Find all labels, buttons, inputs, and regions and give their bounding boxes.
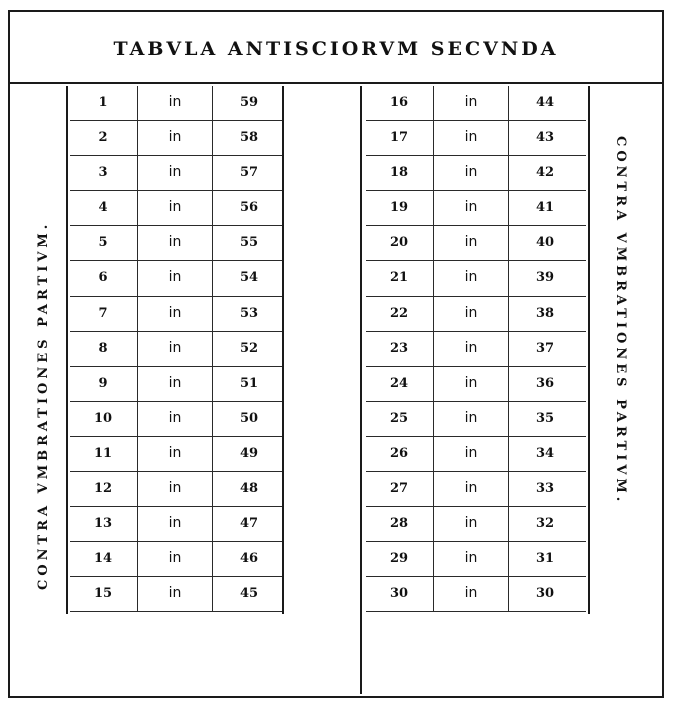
table-row — [70, 542, 282, 577]
table-row — [70, 367, 282, 402]
table-row — [70, 402, 282, 437]
in-cell: in — [464, 409, 478, 426]
in-cell: in — [168, 129, 182, 146]
antiscion-cell: 46 — [239, 551, 259, 567]
column-separator — [433, 156, 434, 191]
antiscion-cell: 38 — [535, 305, 555, 321]
table-row — [366, 86, 586, 121]
column-separator — [433, 577, 434, 612]
degree-cell: 2 — [98, 130, 108, 146]
column-separator — [212, 261, 213, 296]
column-separator — [433, 226, 434, 261]
table-row — [70, 156, 282, 191]
column-separator — [433, 332, 434, 367]
column-separator — [433, 542, 434, 577]
column-separator — [433, 191, 434, 226]
degree-cell: 6 — [98, 270, 108, 286]
in-cell: in — [464, 234, 478, 251]
antiscion-cell: 49 — [239, 445, 259, 461]
degree-cell: 9 — [98, 375, 108, 391]
degree-cell: 16 — [389, 95, 409, 110]
table-row — [366, 577, 586, 612]
column-separator — [433, 472, 434, 507]
antiscion-cell: 31 — [535, 551, 555, 567]
title-band — [8, 10, 664, 84]
antiscion-cell: 39 — [535, 270, 555, 286]
left-table-left-rule — [66, 86, 68, 614]
table-row — [70, 86, 282, 121]
column-separator — [212, 472, 213, 507]
column-separator — [508, 472, 509, 507]
column-separator — [137, 191, 138, 226]
column-separator — [212, 156, 213, 191]
column-separator — [433, 86, 434, 121]
column-separator — [212, 86, 213, 121]
column-separator — [508, 191, 509, 226]
column-separator — [137, 402, 138, 437]
column-separator — [508, 86, 509, 121]
in-cell: in — [168, 374, 182, 391]
in-cell: in — [168, 444, 182, 461]
antiscion-cell: 40 — [535, 235, 555, 251]
degree-cell: 3 — [98, 165, 108, 181]
antiscion-cell: 33 — [535, 481, 555, 497]
table-row — [70, 297, 282, 332]
antiscion-cell: 30 — [535, 586, 555, 602]
in-cell: in — [464, 585, 478, 602]
column-separator — [508, 437, 509, 472]
in-cell: in — [168, 339, 182, 356]
in-cell: in — [464, 129, 478, 146]
table-row — [366, 261, 586, 296]
left-side-label: CONTRA VMBRATIONES PARTIVM. — [36, 220, 51, 590]
column-separator — [137, 156, 138, 191]
column-separator — [137, 121, 138, 156]
table-row — [70, 226, 282, 261]
in-cell: in — [464, 199, 478, 216]
column-separator — [508, 226, 509, 261]
in-cell: in — [168, 164, 182, 181]
in-cell: in — [168, 515, 182, 532]
table-row — [366, 507, 586, 542]
column-separator — [137, 297, 138, 332]
antiscion-cell: 37 — [535, 340, 555, 356]
table-row — [70, 261, 282, 296]
antiscion-cell: 53 — [239, 305, 259, 321]
table-row — [366, 226, 586, 261]
degree-cell: 19 — [389, 200, 409, 216]
right-table-right-rule — [588, 86, 590, 614]
column-separator — [508, 261, 509, 296]
table-row — [70, 332, 282, 367]
column-separator — [137, 86, 138, 121]
table-row — [366, 402, 586, 437]
row-rule — [366, 611, 586, 612]
left-antiscia-table — [70, 86, 282, 612]
antiscion-cell: 54 — [239, 270, 259, 286]
in-cell: in — [168, 94, 182, 110]
table-row — [366, 297, 586, 332]
column-separator — [433, 121, 434, 156]
in-cell: in — [168, 304, 182, 321]
table-row — [366, 191, 586, 226]
table-row — [70, 121, 282, 156]
column-separator — [433, 297, 434, 332]
column-separator — [508, 542, 509, 577]
column-separator — [212, 507, 213, 542]
degree-cell: 28 — [389, 516, 409, 532]
degree-cell: 7 — [98, 305, 108, 321]
degree-cell: 24 — [389, 375, 409, 391]
column-separator — [433, 367, 434, 402]
right-side-label: CONTRA VMBRATIONES PARTIVM. — [613, 136, 628, 506]
antiscion-cell: 56 — [239, 200, 259, 216]
degree-cell: 20 — [389, 235, 409, 251]
antiscion-cell: 44 — [535, 95, 555, 110]
column-separator — [212, 297, 213, 332]
column-separator — [212, 402, 213, 437]
column-separator — [137, 542, 138, 577]
degree-cell: 4 — [98, 200, 108, 216]
antiscion-cell: 42 — [535, 165, 555, 181]
table-row — [366, 437, 586, 472]
in-cell: in — [168, 550, 182, 567]
antiscion-cell: 47 — [239, 516, 259, 532]
degree-cell: 14 — [93, 551, 113, 567]
in-cell: in — [168, 585, 182, 602]
table-row — [366, 121, 586, 156]
antiscion-cell: 35 — [535, 410, 555, 426]
degree-cell: 25 — [389, 410, 409, 426]
table-row — [366, 472, 586, 507]
column-separator — [137, 226, 138, 261]
column-separator — [508, 332, 509, 367]
degree-cell: 18 — [389, 165, 409, 181]
table-row — [366, 367, 586, 402]
column-separator — [212, 226, 213, 261]
in-cell: in — [168, 269, 182, 286]
column-separator — [433, 437, 434, 472]
degree-cell: 13 — [93, 516, 113, 532]
in-cell: in — [464, 444, 478, 461]
column-separator — [212, 542, 213, 577]
in-cell: in — [464, 164, 478, 181]
degree-cell: 1 — [98, 95, 108, 110]
column-separator — [433, 402, 434, 437]
in-cell: in — [464, 339, 478, 356]
antiscion-cell: 55 — [239, 235, 259, 251]
table-row — [366, 156, 586, 191]
in-cell: in — [464, 94, 478, 110]
right-antiscia-table — [366, 86, 586, 612]
in-cell: in — [464, 550, 478, 567]
table-row — [70, 437, 282, 472]
antiscion-cell: 57 — [239, 165, 259, 181]
degree-cell: 15 — [93, 586, 113, 602]
in-cell: in — [464, 304, 478, 321]
degree-cell: 11 — [93, 445, 113, 461]
column-separator — [137, 507, 138, 542]
in-cell: in — [168, 409, 182, 426]
antiscion-cell: 45 — [239, 586, 259, 602]
table-row — [366, 332, 586, 367]
degree-cell: 5 — [98, 235, 108, 251]
in-cell: in — [464, 269, 478, 286]
in-cell: in — [464, 480, 478, 497]
table-row — [70, 472, 282, 507]
antiscion-cell: 59 — [239, 95, 259, 110]
table-row — [70, 191, 282, 226]
column-separator — [433, 261, 434, 296]
column-separator — [137, 367, 138, 402]
antiscion-cell: 58 — [239, 130, 259, 146]
antiscion-cell: 52 — [239, 340, 259, 356]
column-separator — [508, 121, 509, 156]
column-separator — [137, 472, 138, 507]
column-separator — [212, 437, 213, 472]
column-separator — [137, 577, 138, 612]
in-cell: in — [168, 234, 182, 251]
degree-cell: 10 — [93, 410, 113, 426]
column-separator — [508, 156, 509, 191]
antiscion-cell: 36 — [535, 375, 555, 391]
antiscion-cell: 34 — [535, 445, 555, 461]
in-cell: in — [168, 199, 182, 216]
column-separator — [212, 191, 213, 226]
degree-cell: 26 — [389, 445, 409, 461]
table-title: TABVLA ANTISCIORVM SECVNDA — [113, 38, 559, 60]
column-separator — [508, 402, 509, 437]
table-row — [70, 577, 282, 612]
degree-cell: 29 — [389, 551, 409, 567]
antiscion-cell: 32 — [535, 516, 555, 532]
degree-cell: 12 — [93, 481, 113, 497]
degree-cell: 30 — [389, 586, 409, 602]
column-separator — [137, 261, 138, 296]
column-separator — [508, 577, 509, 612]
column-separator — [433, 507, 434, 542]
degree-cell: 23 — [389, 340, 409, 356]
in-cell: in — [168, 480, 182, 497]
column-separator — [137, 332, 138, 367]
antiscion-cell: 51 — [239, 375, 259, 391]
column-separator — [508, 367, 509, 402]
degree-cell: 22 — [389, 305, 409, 321]
in-cell: in — [464, 515, 478, 532]
column-separator — [508, 297, 509, 332]
antiscion-cell: 48 — [239, 481, 259, 497]
column-separator — [508, 507, 509, 542]
antiscion-cell: 43 — [535, 130, 555, 146]
table-row — [70, 507, 282, 542]
in-cell: in — [464, 374, 478, 391]
degree-cell: 17 — [389, 130, 409, 146]
degree-cell: 27 — [389, 481, 409, 497]
column-separator — [212, 332, 213, 367]
antiscion-cell: 41 — [535, 200, 555, 216]
column-separator — [212, 577, 213, 612]
column-separator — [212, 367, 213, 402]
table-row — [366, 542, 586, 577]
row-rule — [70, 611, 282, 612]
antiscion-cell: 50 — [239, 410, 259, 426]
degree-cell: 21 — [389, 270, 409, 286]
column-separator — [212, 121, 213, 156]
right-table-left-rule — [360, 86, 362, 694]
degree-cell: 8 — [98, 340, 108, 356]
column-separator — [137, 437, 138, 472]
